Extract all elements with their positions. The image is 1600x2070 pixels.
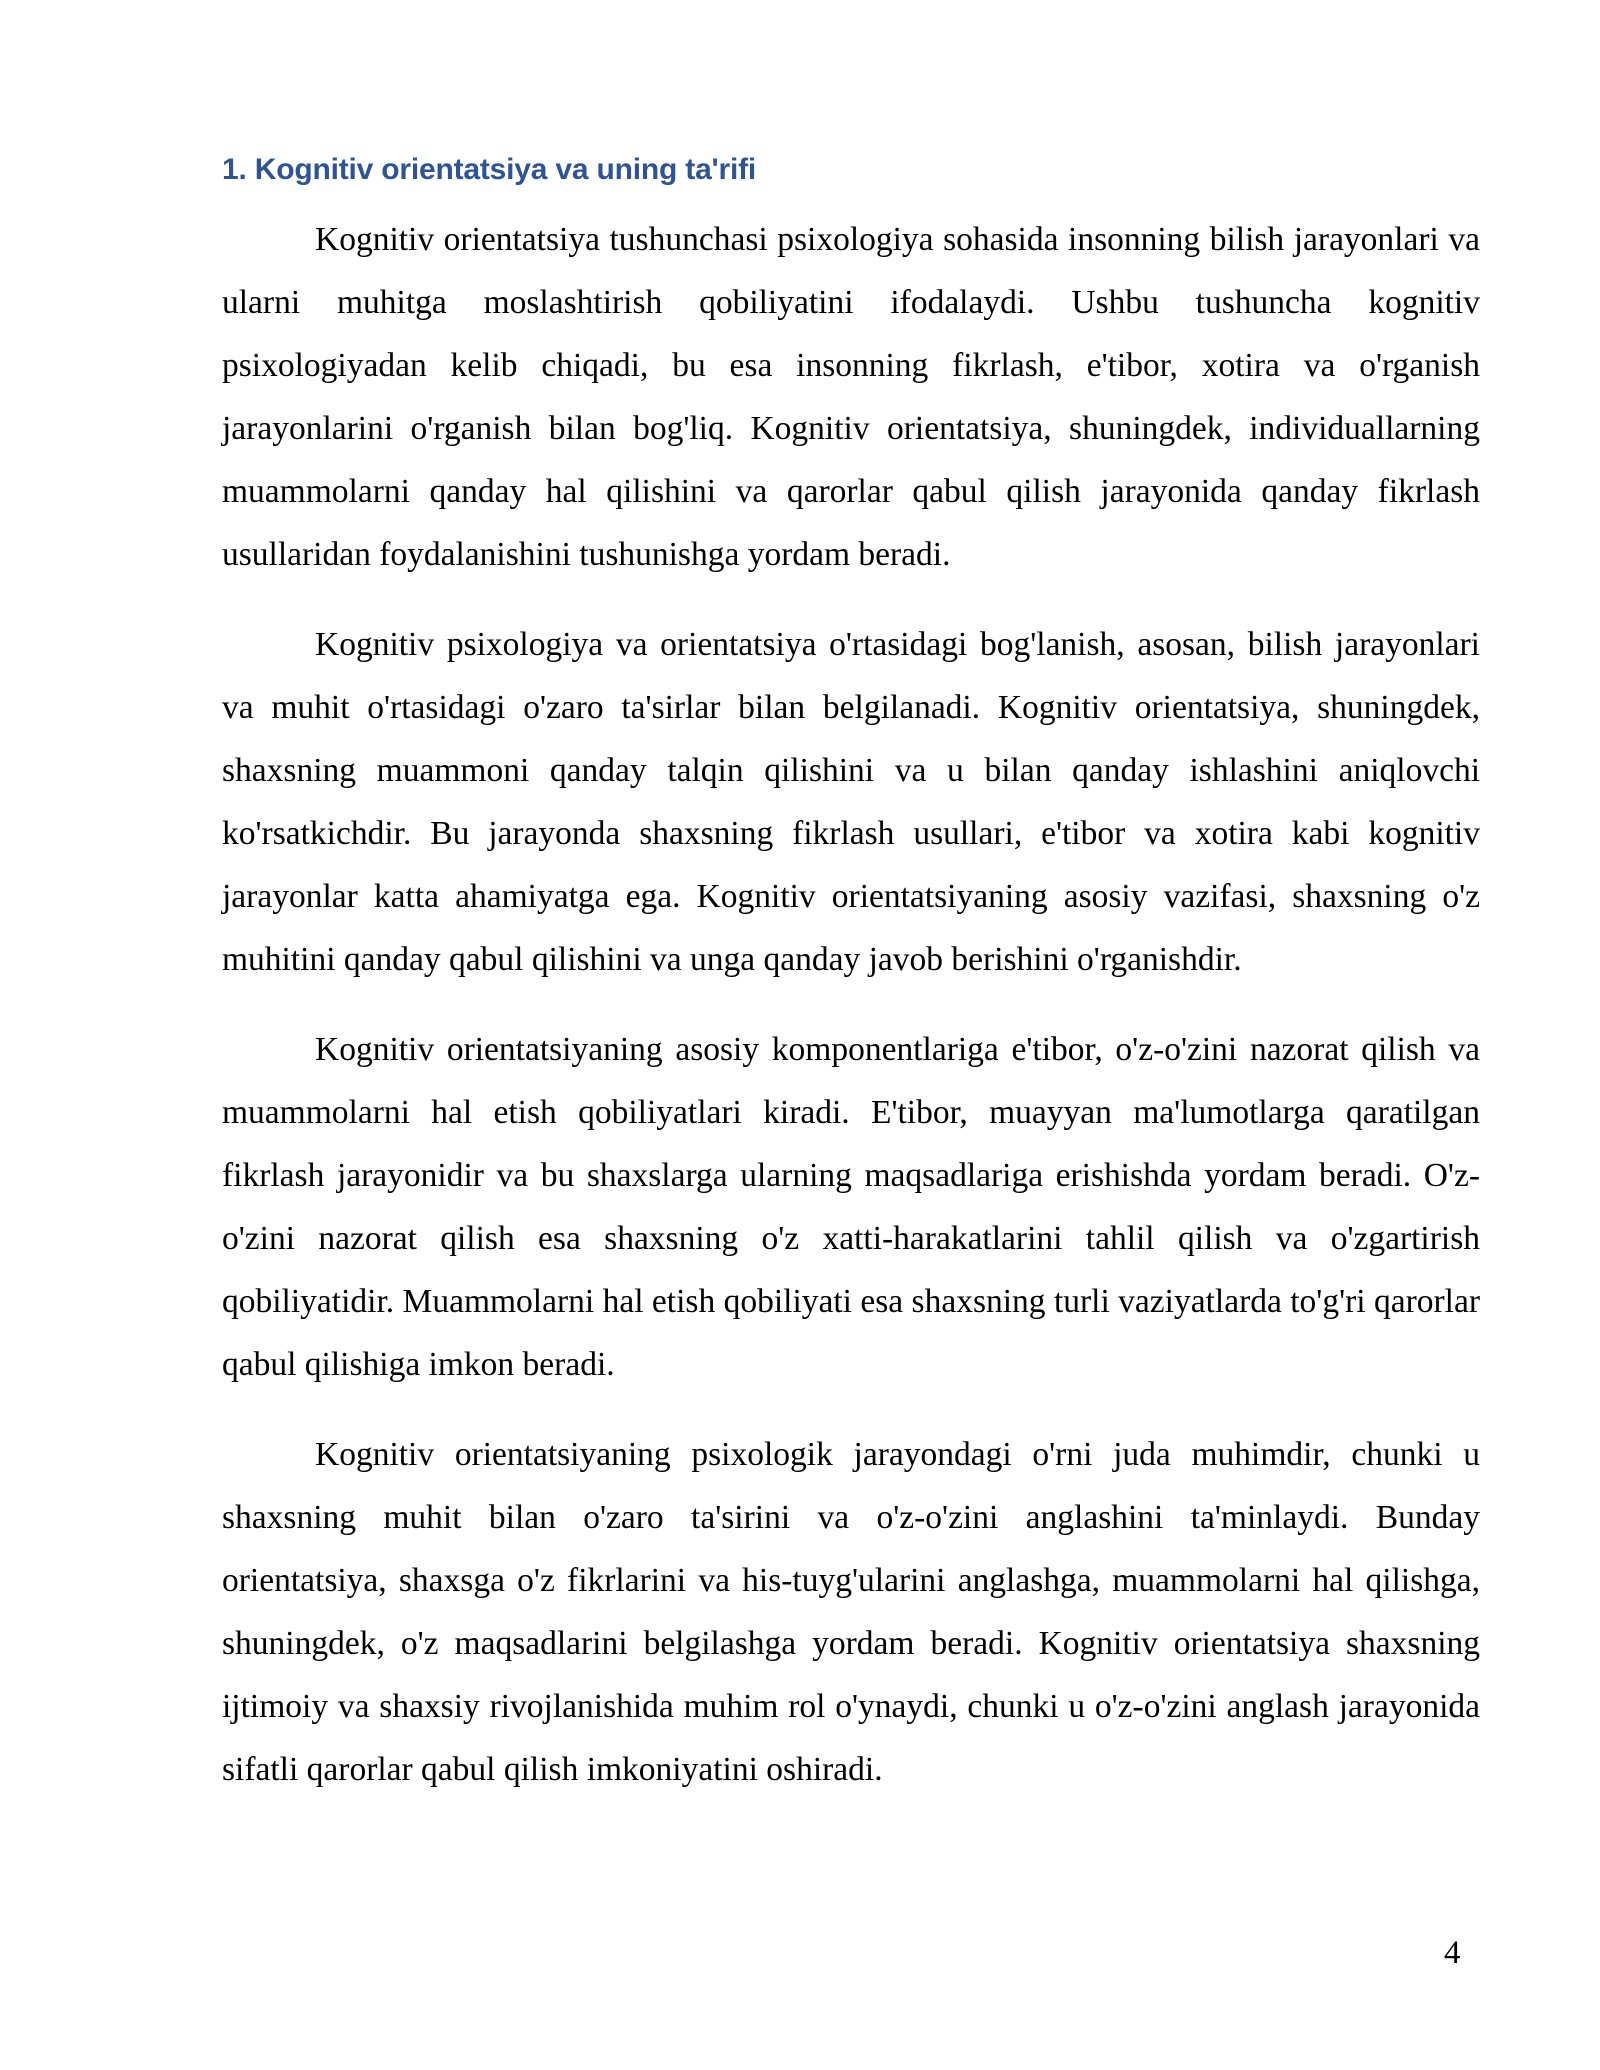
section-heading: 1. Kognitiv orientatsiya va uning ta'rifi <box>222 153 757 186</box>
paragraph-4: Kognitiv orientatsiyaning psixologik jarayondagi o'rni juda muhimdir, chunki u shaxsning muhit bilan o'zaro ta'sirini va o'z-o'zini anglashini ta'minlaydi. Bunday orientatsiya, shaxsga o'z fikrlarini va his-tuyg'ularini anglashga, muammolarni hal qilishga, shuningdek, o'z maqsadlarini belgilashga yordam beradi. Kognitiv orientatsiya shaxsning ijtimoiy va shaxsiy rivojlanishida muhim rol o'ynaydi, chunki u o'z-o'zini anglash jarayonida sifatli qarorlar qabul qilish imkoniyatini oshiradi. <box>222 1436 1480 1788</box>
page-content <box>222 148 1480 1828</box>
paragraph-3: Kognitiv orientatsiyaning asosiy komponentlariga e'tibor, o'z-o'zini nazorat qilish va muammolarni hal etish qobiliyatlari kiradi. E'tibor, muayyan ma'lumotlarga qaratilgan fikrlash jarayonidir va bu shaxslarga ularning maqsadlariga erishishda yordam beradi. O'z-o'zini nazorat qilish esa shaxsning o'z xatti-harakatlarini tahlil qilish va o'zgartirish qobiliyatidir. Muammolarni hal etish qobiliyati esa shaxsning turli vaziyatlarda to'g'ri qarorlar qabul qilishiga imkon beradi. <box>222 1031 1480 1383</box>
page-number: 4 <box>1444 1935 1461 1971</box>
paragraph-1: Kognitiv orientatsiya tushunchasi psixologiya sohasida insonning bilish jarayonlari va ularni muhitga moslashtirish qobiliyatini ifodalaydi. Ushbu tushuncha kognitiv psixologiyadan kelib chiqadi, bu esa insonning fikrlash, e'tibor, xotira va o'rganish jarayonlarini o'rganish bilan bog'liq. Kognitiv orientatsiya, shuningdek, individuallarning muammolarni qanday hal qilishini va qarorlar qabul qilish jarayonida qanday fikrlash usullaridan foydalanishini tushunishga yordam beradi. <box>222 221 1480 573</box>
paragraph-2: Kognitiv psixologiya va orientatsiya o'rtasidagi bog'lanish, asosan, bilish jarayonlari va muhit o'rtasidagi o'zaro ta'sirlar bilan belgilanadi. Kognitiv orientatsiya, shuningdek, shaxsning muammoni qanday talqin qilishini va u bilan qanday ishlashini aniqlovchi ko'rsatkichdir. Bu jarayonda shaxsning fikrlash usullari, e'tibor va xotira kabi kognitiv jarayonlar katta ahamiyatga ega. Kognitiv orientatsiyaning asosiy vazifasi, shaxsning o'z muhitini qanday qabul qilishini va unga qanday javob berishini o'rganishdir. <box>222 626 1480 978</box>
